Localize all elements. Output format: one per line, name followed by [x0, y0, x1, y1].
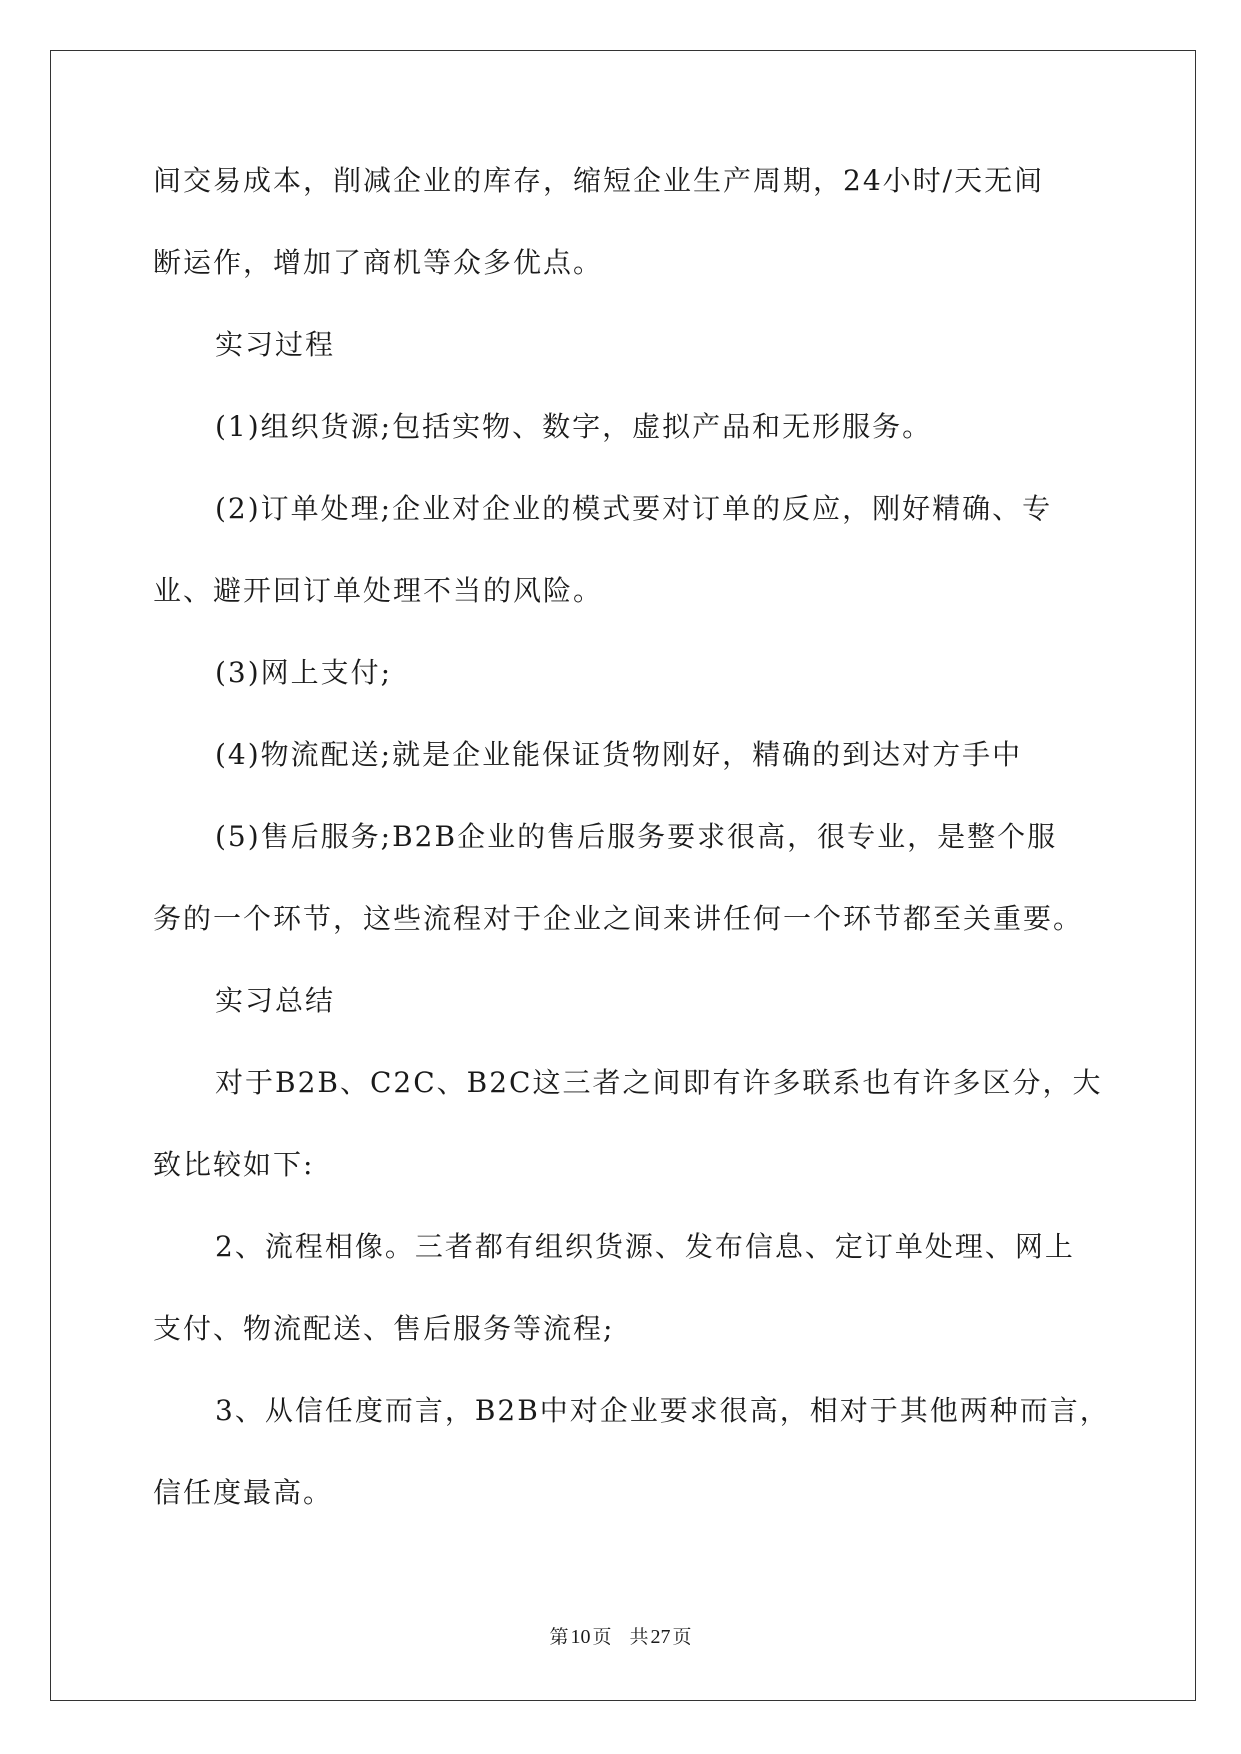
paragraph-line: 间交易成本，削减企业的库存，缩短企业生产周期，24小时/天无间: [153, 164, 1045, 197]
paragraph-line: 对于B2B、C2C、B2C这三者之间即有许多联系也有许多区分，大: [215, 1066, 1103, 1099]
page-footer: [0, 1622, 1241, 1649]
paragraph-line: (5)售后服务;B2B企业的售后服务要求很高，很专业，是整个服: [215, 820, 1058, 853]
footer-total-suffix: 页: [672, 1626, 692, 1648]
paragraph-line: (4)物流配送;就是企业能保证货物刚好，精确的到达对方手中: [215, 738, 1023, 771]
footer-total-prefix: 共: [629, 1626, 649, 1648]
section-heading-process: 实习过程: [215, 328, 336, 361]
current-page-number: 10: [570, 1626, 591, 1648]
document-body: [153, 164, 1110, 1559]
paragraph-line: (1)组织货源;包括实物、数字，虚拟产品和无形服务。: [215, 410, 933, 443]
paragraph-line: 支付、物流配送、售后服务等流程;: [153, 1312, 615, 1345]
paragraph-line: 务的一个环节，这些流程对于企业之间来讲任何一个环节都至关重要。: [153, 902, 1084, 935]
paragraph-line: 致比较如下:: [153, 1148, 315, 1181]
paragraph-line: 断运作，增加了商机等众多优点。: [153, 246, 604, 279]
footer-page-word: 页: [592, 1626, 612, 1648]
footer-prefix: 第: [549, 1626, 569, 1648]
paragraph-line: 信任度最高。: [153, 1476, 334, 1509]
paragraph-line: 2、流程相像。三者都有组织货源、发布信息、定订单处理、网上: [215, 1230, 1075, 1263]
paragraph-line: 3、从信任度而言，B2B中对企业要求很高，相对于其他两种而言，: [215, 1394, 1110, 1427]
paragraph-line: 业、避开回订单处理不当的风险。: [153, 574, 604, 607]
paragraph-line: (3)网上支付;: [215, 656, 393, 689]
paragraph-line: (2)订单处理;企业对企业的模式要对订单的反应，刚好精确、专: [215, 492, 1053, 525]
total-pages-number: 27: [650, 1626, 671, 1648]
section-heading-summary: 实习总结: [215, 984, 336, 1017]
